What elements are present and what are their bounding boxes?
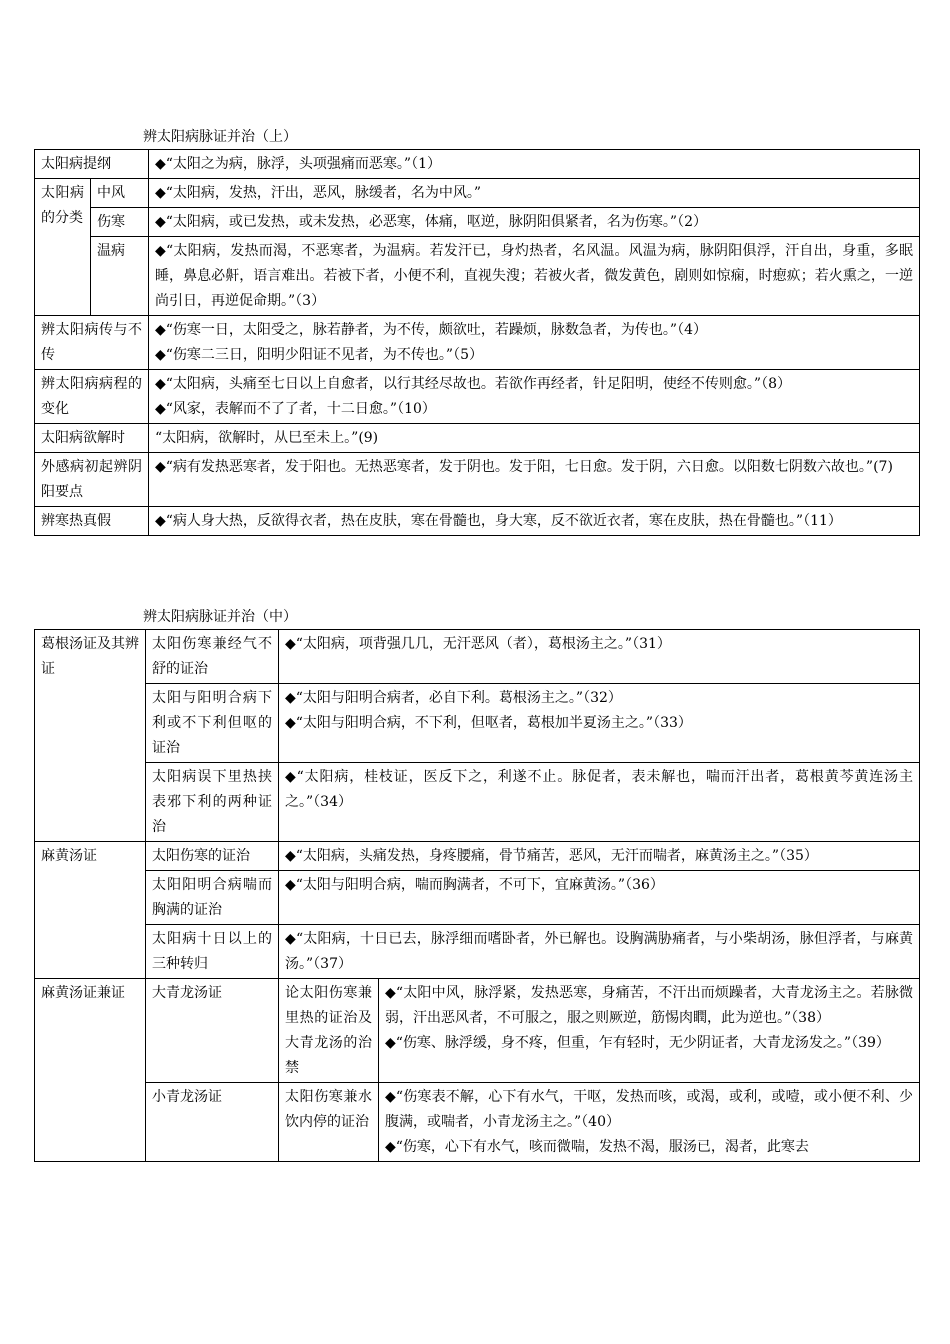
- group-label: 太阳病的分类: [35, 179, 91, 316]
- row-text: “太阳病，欲解时，从巳至未上。”(9): [149, 424, 920, 453]
- table-row: [35, 979, 920, 1083]
- table-upper: [34, 149, 920, 536]
- text-line: ◆“太阳与阳明合病者，必自下利。葛根汤主之。”（32）: [285, 690, 622, 706]
- row-label: 太阳病误下里热挟表邪下利的两种证治: [146, 763, 279, 842]
- table-row: [35, 507, 920, 536]
- row-text: [149, 316, 920, 370]
- table-row: [35, 842, 920, 871]
- row-text: [149, 370, 920, 424]
- table-row: [35, 424, 920, 453]
- row-sublabel: 太阳伤寒兼水饮内停的证治: [279, 1083, 379, 1162]
- table-row: [35, 763, 920, 842]
- row-label: 外感病初起辨阴阳要点: [35, 453, 149, 507]
- text-line: ◆“伤寒一日，太阳受之，脉若静者，为不传，颇欲吐，若躁烦，脉数急者，为传也。”（4）: [155, 322, 707, 338]
- row-text: ◆“病有发热恶寒者，发于阳也。无热恶寒者，发于阴也。发于阳，七日愈。发于阴，六日愈。以阳数七阴数六故也。”(7): [149, 453, 920, 507]
- row-text: ◆“太阳病，或已发热，或未发热，必恶寒，体痛，呕逆，脉阴阳俱紧者，名为伤寒。”（2）: [149, 208, 920, 237]
- table1-caption: 辨太阳病脉证并治（上）: [143, 129, 297, 145]
- row-label: 温病: [91, 237, 149, 316]
- row-text: ◆“太阳之为病，脉浮，头项强痛而恶寒。”（1）: [149, 150, 920, 179]
- group-label: 麻黄汤证兼证: [35, 979, 146, 1162]
- table-row: [35, 630, 920, 684]
- row-label: 太阳伤寒的证治: [146, 842, 279, 871]
- text-line: ◆“太阳病，头痛至七日以上自愈者，以行其经尽故也。若欲作再经者，针足阳明，使经不传则愈。”（8）: [155, 376, 791, 392]
- row-label: 太阳病十日以上的三种转归: [146, 925, 279, 979]
- table-row: [35, 237, 920, 316]
- table-row: [35, 871, 920, 925]
- table-row: [35, 453, 920, 507]
- table2-caption: 辨太阳病脉证并治（中）: [143, 609, 297, 625]
- row-label: 辨太阳病传与不传: [35, 316, 149, 370]
- row-text: ◆“病人身大热，反欲得衣者，热在皮肤，寒在骨髓也，身大寒，反不欲近衣者，寒在皮肤，热在骨髓也。”（11）: [149, 507, 920, 536]
- row-label: 太阳病提纲: [35, 150, 149, 179]
- table-middle: [34, 629, 920, 1162]
- row-text: [379, 979, 920, 1083]
- row-label: 太阳伤寒兼经气不舒的证治: [146, 630, 279, 684]
- row-label: 小青龙汤证: [146, 1083, 279, 1162]
- text-line: ◆“伤寒，心下有水气，咳而微喘，发热不渴，服汤已，渴者，此寒去: [385, 1139, 809, 1155]
- row-text: ◆“太阳病，桂枝证，医反下之，利遂不止。脉促者，表未解也，喘而汗出者，葛根黄芩黄连汤主之。”（34）: [279, 763, 920, 842]
- row-text: ◆“太阳病，十日已去，脉浮细而嗜卧者，外已解也。设胸满胁痛者，与小柴胡汤，脉但浮者，与麻黄汤。”（37）: [279, 925, 920, 979]
- row-text: ◆“太阳与阳明合病，喘而胸满者，不可下，宜麻黄汤。”（36）: [279, 871, 920, 925]
- table-row: [35, 370, 920, 424]
- row-label: 太阳阳明合病喘而胸满的证治: [146, 871, 279, 925]
- row-label: 太阳病欲解时: [35, 424, 149, 453]
- group-label: 麻黄汤证: [35, 842, 146, 979]
- table-row: [35, 150, 920, 179]
- table-row: [35, 179, 920, 208]
- row-label: 辨太阳病病程的变化: [35, 370, 149, 424]
- row-text: [279, 684, 920, 763]
- row-label: 太阳与阳明合病下利或不下利但呕的证治: [146, 684, 279, 763]
- table-row: [35, 1083, 920, 1162]
- row-text: [379, 1083, 920, 1162]
- text-line: ◆“太阳中风，脉浮紧，发热恶寒，身痛苦，不汗出而烦躁者，大青龙汤主之。若脉微弱，汗出恶风者，不可服之，服之则厥逆，筋惕肉瞤，此为逆也。”（38）: [385, 985, 913, 1026]
- text-line: ◆“太阳与阳明合病，不下利，但呕者，葛根加半夏汤主之。”（33）: [285, 715, 692, 731]
- row-label: 辨寒热真假: [35, 507, 149, 536]
- table-row: [35, 208, 920, 237]
- table-row: [35, 316, 920, 370]
- table-row: [35, 684, 920, 763]
- row-text: ◆“太阳病，头痛发热，身疼腰痛，骨节痛苦，恶风，无汗而喘者，麻黄汤主之。”（35）: [279, 842, 920, 871]
- text-line: ◆“伤寒二三日，阳明少阳证不见者，为不传也。”（5）: [155, 347, 483, 363]
- table-row: [35, 925, 920, 979]
- row-text: ◆“太阳病，发热而渴，不恶寒者，为温病。若发汗已，身灼热者，名风温。风温为病，脉阴阳俱浮，汗自出，身重，多眠睡，鼻息必鼾，语言难出。若被下者，小便不利，直视失溲；若被火者，微发黄色，剧则如惊痫，时瘛疭；若火熏之，一逆尚引日，再逆促命期。”（3）: [149, 237, 920, 316]
- text-line: ◆“伤寒、脉浮缓，身不疼，但重，乍有轻时，无少阴证者，大青龙汤发之。”（39）: [385, 1035, 890, 1051]
- row-text: ◆“太阳病，发热，汗出，恶风，脉缓者，名为中风。”: [149, 179, 920, 208]
- row-label: 中风: [91, 179, 149, 208]
- text-line: ◆“伤寒表不解，心下有水气，干呕，发热而咳，或渴，或利，或噎，或小便不利、少腹满，或喘者，小青龙汤主之。”（40）: [385, 1089, 913, 1130]
- group-label: 葛根汤证及其辨证: [35, 630, 146, 842]
- row-label: 伤寒: [91, 208, 149, 237]
- row-text: ◆“太阳病，项背强几几，无汗恶风（者），葛根汤主之。”（31）: [279, 630, 920, 684]
- row-sublabel: 论太阳伤寒兼里热的证治及大青龙汤的治禁: [279, 979, 379, 1083]
- text-line: ◆“风家，表解而不了了者，十二日愈。”（10）: [155, 401, 436, 417]
- row-label: 大青龙汤证: [146, 979, 279, 1083]
